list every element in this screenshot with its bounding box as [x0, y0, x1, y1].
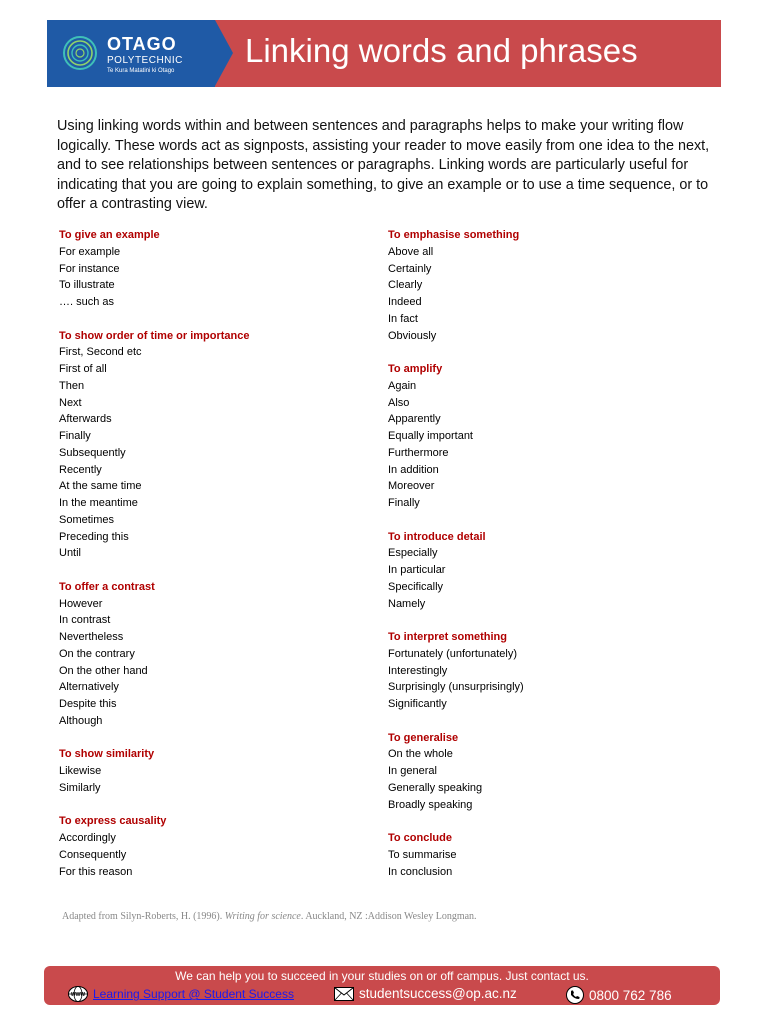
linking-phrase: Above all: [388, 245, 434, 258]
linking-phrase: In particular: [388, 564, 446, 576]
linking-phrase: Significantly: [388, 698, 447, 710]
linking-phrase: For instance: [59, 262, 120, 275]
logo-name: OTAGO: [107, 34, 177, 54]
citation-text-after: . Auckland, NZ :Addison Wesley Longman.: [300, 911, 477, 922]
page-title: Linking words and phrases: [245, 32, 638, 69]
intro-paragraph: Using linking words within and between sentences and paragraphs helps to make your writing flow logically. These words act as signposts, assisting your reader to move easily from one idea to the next, and to see relationships between sentences or paragraphs. Linking words are particularly useful for indicating that you are going to explain something, to give an example or to use a time sequence, or to offer a contrasting view.: [57, 118, 710, 213]
linking-phrase: Afterwards: [59, 413, 112, 426]
linking-phrase: For this reason: [59, 865, 133, 878]
section-heading: To give an example: [59, 229, 160, 241]
linking-phrase: On the other hand: [59, 664, 148, 677]
section-heading: To amplify: [388, 363, 443, 375]
linking-phrase: In conclusion: [388, 865, 453, 878]
linking-phrase: Indeed: [388, 296, 422, 308]
citation-text-before: Adapted from Silyn-Roberts, H. (1996).: [62, 911, 225, 922]
linking-phrase: Likewise: [59, 765, 102, 777]
footer-contact-bar: [44, 966, 720, 1005]
footer-tagline: We can help you to succeed in your studies on or off campus. Just contact us.: [175, 969, 589, 983]
section-heading: To interpret something: [388, 631, 507, 643]
linking-phrase: In fact: [388, 312, 418, 325]
group-spacer: [388, 344, 688, 361]
linking-phrase: Specifically: [388, 580, 444, 593]
linking-phrase: Broadly speaking: [388, 798, 473, 811]
linking-phrase: Similarly: [59, 781, 101, 794]
linking-phrase: Again: [388, 379, 417, 392]
linking-phrase: On the whole: [388, 748, 453, 761]
linking-phrase: To summarise: [388, 848, 457, 861]
citation-title: Writing for science: [224, 911, 301, 922]
header-banner: [47, 20, 721, 87]
group-spacer: [388, 512, 688, 529]
linking-phrase: Clearly: [388, 279, 423, 292]
linking-phrase: Nevertheless: [59, 631, 124, 643]
linking-phrase: Certainly: [388, 262, 432, 275]
linking-phrase: In general: [388, 765, 437, 777]
logo-panel: [47, 20, 215, 87]
section-heading: To emphasise something: [388, 229, 520, 241]
linking-phrase: At the same time: [59, 480, 142, 493]
otago-logo-icon: [61, 34, 99, 72]
linking-phrase: Consequently: [59, 848, 127, 861]
globe-icon: [68, 986, 88, 1002]
linking-phrase: …. such as: [59, 296, 115, 308]
www-label: WWW: [70, 992, 86, 998]
linking-phrase: Subsequently: [59, 446, 126, 459]
linking-phrase: Fortunately (unfortunately): [388, 647, 518, 660]
right-column: [388, 227, 688, 880]
linking-phrase: Surprisingly (unsurprisingly): [388, 681, 524, 694]
learning-support-link[interactable]: Learning Support @ Student Success: [93, 987, 294, 1001]
section-heading: To introduce detail: [388, 530, 486, 543]
section-heading: To conclude: [388, 832, 452, 844]
logo-subtitle: POLYTECHNIC: [107, 55, 183, 66]
group-spacer: [59, 311, 359, 328]
linking-phrase: In addition: [388, 463, 439, 476]
linking-phrase: Also: [388, 396, 410, 409]
section-heading: To show similarity: [59, 748, 155, 761]
linking-phrase: Recently: [59, 463, 102, 476]
linking-phrase: However: [59, 597, 103, 610]
footer-phone-item: [566, 986, 672, 1004]
section-heading: To show order of time or importance: [59, 329, 250, 342]
group-spacer: [59, 562, 359, 579]
linking-phrase: Despite this: [59, 698, 117, 710]
left-column: [59, 227, 359, 880]
linking-phrase: Interestingly: [388, 664, 448, 677]
envelope-icon: [334, 987, 354, 1001]
linking-phrase: Accordingly: [59, 832, 116, 844]
linking-phrase: Then: [59, 379, 85, 392]
linking-phrase: First of all: [59, 363, 107, 375]
section-heading: To express causality: [59, 815, 167, 828]
linking-phrase: Especially: [388, 547, 438, 560]
linking-phrase: Obviously: [388, 329, 437, 342]
section-heading: To offer a contrast: [59, 580, 155, 593]
linking-phrase: Generally speaking: [388, 781, 483, 794]
linking-phrase: Namely: [388, 597, 426, 610]
linking-phrase: In contrast: [59, 614, 111, 627]
contact-email[interactable]: studentsuccess@op.ac.nz: [359, 986, 517, 1001]
linking-phrase: For example: [59, 245, 121, 258]
linking-phrase: Finally: [59, 430, 91, 442]
linking-phrase: Equally important: [388, 430, 473, 442]
section-heading: To generalise: [388, 731, 459, 744]
linking-phrase: In the meantime: [59, 497, 138, 509]
logo-arrow-shape: [215, 20, 233, 86]
group-spacer: [388, 612, 688, 629]
footer-email-item: [334, 986, 517, 1001]
group-spacer: [59, 797, 359, 814]
phone-icon: [566, 986, 584, 1004]
linking-phrase: To illustrate: [59, 279, 115, 292]
linking-phrase: Preceding this: [59, 530, 129, 543]
group-spacer: [388, 813, 688, 830]
linking-phrase: Alternatively: [59, 681, 119, 694]
footer-web-item: [68, 986, 294, 1002]
group-spacer: [59, 730, 359, 747]
linking-phrase: Apparently: [388, 413, 441, 426]
linking-phrase: Furthermore: [388, 446, 449, 459]
linking-phrase: Next: [59, 396, 82, 409]
linking-phrase: Sometimes: [59, 513, 115, 526]
logo-maori-subtitle: Te Kura Matatini ki Otago: [107, 68, 175, 74]
linking-phrase: Until: [59, 547, 82, 560]
linking-phrase: Moreover: [388, 480, 435, 493]
linking-phrase: On the contrary: [59, 647, 135, 660]
linking-phrase: First, Second etc: [59, 346, 142, 359]
contact-phone[interactable]: 0800 762 786: [589, 987, 672, 1003]
linking-phrase: Although: [59, 714, 103, 727]
group-spacer: [388, 713, 688, 730]
citation: [62, 911, 477, 922]
linking-phrase: Finally: [388, 497, 420, 509]
